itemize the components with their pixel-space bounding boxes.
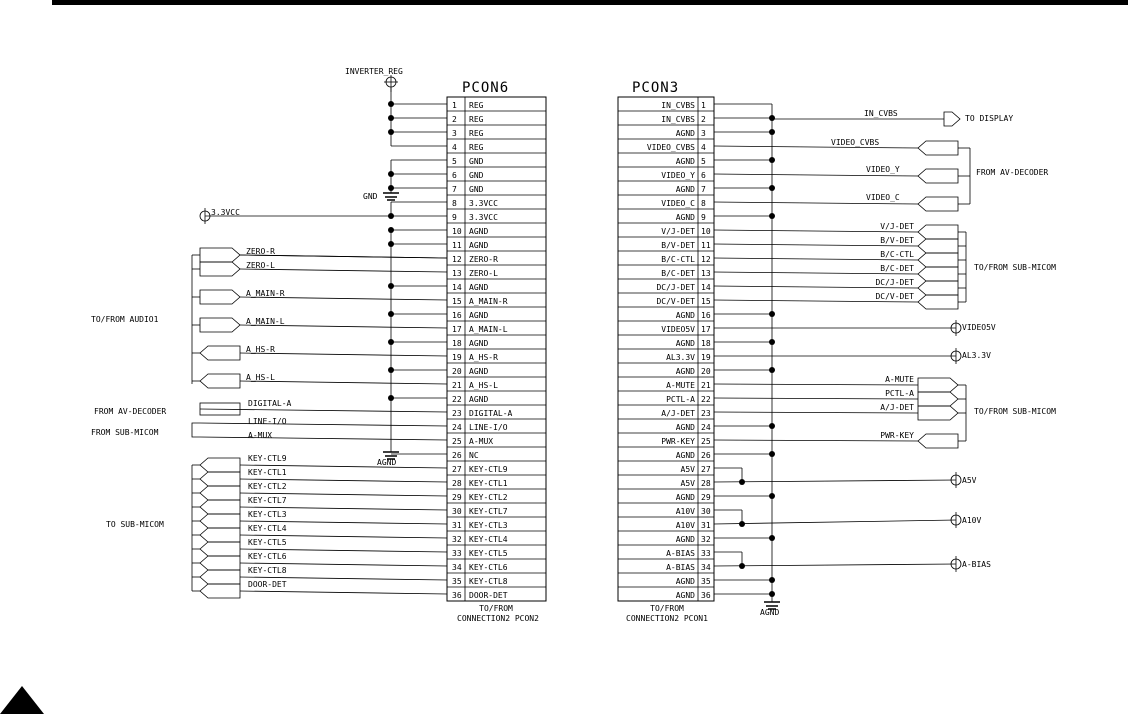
wire [240, 591, 447, 594]
pcon3-pin-name: AGND [675, 367, 695, 376]
junction-dot [388, 283, 394, 289]
pcon6-pin-name: KEY-CTL3 [469, 521, 508, 530]
pcon6-pin-number: 12 [452, 255, 462, 264]
det-signal-label: V/J-DET [880, 222, 914, 231]
video-cvbs-label: VIDEO_CVBS [831, 138, 880, 147]
wire [714, 384, 918, 385]
pcon6-pin-number: 32 [452, 535, 462, 544]
junction-dot [769, 451, 775, 457]
pcon3-pin-name: AGND [675, 129, 695, 138]
a10v-label: A10V [962, 516, 982, 525]
junction-dot [388, 311, 394, 317]
pcon3-pin-number: 11 [701, 241, 711, 250]
from-av-decoder-right-label: FROM AV-DECODER [976, 168, 1049, 177]
pcon6-pin-number: 19 [452, 353, 462, 362]
pcon3-pin-number: 1 [701, 101, 706, 110]
pcon6-pin-name: LINE-I/O [469, 423, 508, 432]
wire [200, 409, 447, 412]
pcon3-pin-number: 28 [701, 479, 711, 488]
pcon3-pin-number: 18 [701, 339, 711, 348]
pcon6-pin-number: 23 [452, 409, 462, 418]
pcon3-pin-name: DC/J-DET [656, 283, 695, 292]
inverter-reg-label: INVERTER_REG [345, 67, 403, 76]
pcon6-pin-name: ZERO-L [469, 269, 498, 278]
a-main-l-label: A_MAIN-L [246, 317, 285, 326]
signal-arrow-icon [200, 248, 240, 262]
pcon3-pin-name: A/J-DET [661, 409, 695, 418]
junction-dot [769, 423, 775, 429]
pcon3-pin-name: AGND [675, 535, 695, 544]
a-bias-label: A-BIAS [962, 560, 991, 569]
pcon3-pin-number: 30 [701, 507, 711, 516]
pcon6-pin-name: GND [469, 171, 484, 180]
pcon6-pin-number: 4 [452, 143, 457, 152]
signal-arrow-icon [918, 392, 958, 406]
pcon3-pin-name: A5V [680, 479, 695, 488]
signal-arrow-icon [918, 378, 958, 392]
junction-dot [769, 339, 775, 345]
junction-dot [388, 213, 394, 219]
pcon6-pin-name: REG [469, 143, 484, 152]
signal-arrow-icon [918, 141, 958, 155]
pcon6-pin-number: 2 [452, 115, 457, 124]
pcon3-pin-number: 21 [701, 381, 711, 390]
pcon6-pin-name: DOOR-DET [469, 591, 508, 600]
gnd-symbol-icon [383, 193, 399, 200]
pcon6-pin-number: 6 [452, 171, 457, 180]
key-signal-label: KEY-CTL8 [248, 566, 287, 575]
signal-arrow-icon [918, 239, 958, 253]
to-from-sub-micom-label-2: TO/FROM SUB-MICOM [974, 407, 1056, 416]
pcon3-pin-number: 2 [701, 115, 706, 124]
pcon3-pin-number: 26 [701, 451, 711, 460]
pcon3-pin-name: AGND [675, 451, 695, 460]
pcon6-pin-number: 33 [452, 549, 462, 558]
pcon6-footer-1: TO/FROM [479, 604, 513, 613]
pcon3-pin-name: B/V-DET [661, 241, 695, 250]
wire [714, 480, 956, 482]
junction-dot [769, 591, 775, 597]
pcon3-pin-name: A-BIAS [666, 549, 695, 558]
pcon6-pin-number: 20 [452, 367, 462, 376]
signal-arrow-icon [200, 374, 240, 388]
wire [714, 398, 918, 399]
junction-dot [388, 101, 394, 107]
wire [200, 437, 447, 440]
pcon6-pin-name: GND [469, 157, 484, 166]
pcon6-pin-name: KEY-CTL6 [469, 563, 508, 572]
pcon3-pin-number: 9 [701, 213, 706, 222]
pcon6-pin-number: 25 [452, 437, 462, 446]
pcon6-pin-number: 34 [452, 563, 462, 572]
al33v-label: AL3.3V [962, 351, 991, 360]
line-io-label: LINE-I/O [248, 417, 287, 426]
corner-triangle-icon [0, 686, 44, 714]
junction-dot [388, 129, 394, 135]
pcon3-pin-name: A5V [680, 465, 695, 474]
signal-arrow-icon [200, 556, 240, 570]
top-rule [52, 0, 1128, 5]
pcon6-pin-name: GND [469, 185, 484, 194]
pcon3-pin-name: DC/V-DET [656, 297, 695, 306]
pcon3-pin-number: 3 [701, 129, 706, 138]
det-signal-labels [875, 222, 914, 301]
pcon3-pin-number: 32 [701, 535, 711, 544]
signal-arrow-icon [200, 486, 240, 500]
junction-dot [769, 129, 775, 135]
symbols [200, 75, 961, 609]
in-cvbs-label: IN_CVBS [864, 109, 898, 118]
pcon6-pin-number: 13 [452, 269, 462, 278]
a-hs-r-label: A_HS-R [246, 345, 275, 354]
a5v-label: A5V [962, 476, 977, 485]
pcon6-pin-name: KEY-CTL9 [469, 465, 508, 474]
pcon6-pin-number: 17 [452, 325, 462, 334]
vcc-label: 3.3VCC [211, 208, 240, 217]
pcon3-pin-name: IN_CVBS [661, 101, 695, 110]
pcon6-pin-name: AGND [469, 339, 489, 348]
junction-dot [388, 339, 394, 345]
to-display-label: TO DISPLAY [965, 114, 1014, 123]
junction-dot [388, 227, 394, 233]
junction-dot [769, 115, 775, 121]
key-signal-label: KEY-CTL6 [248, 552, 287, 561]
pcon3-pin-name: B/C-DET [661, 269, 695, 278]
pcon6-pin-number: 22 [452, 395, 462, 404]
pcon6-pin-number: 10 [452, 227, 462, 236]
junction-dot [769, 311, 775, 317]
pcon3-pin-number: 16 [701, 311, 711, 320]
pcon6-pin-number: 21 [452, 381, 462, 390]
pcon6-pin-name: KEY-CTL1 [469, 479, 508, 488]
pcon6-pin-name: AGND [469, 367, 489, 376]
zero-r-label: ZERO-R [246, 247, 275, 256]
pcon6-pin-name: KEY-CTL4 [469, 535, 508, 544]
wire [714, 202, 918, 204]
pcon3-pin-name: VIDEO_Y [661, 171, 695, 180]
to-from-sub-micom-label-1: TO/FROM SUB-MICOM [974, 263, 1056, 272]
pcon6-pin-number: 3 [452, 129, 457, 138]
pcon6-pin-name: 3.3VCC [469, 213, 498, 222]
pcon6-title: PCON6 [462, 80, 510, 96]
signal-arrow-icon [918, 169, 958, 183]
pcon3-pin-name: A-BIAS [666, 563, 695, 572]
pcon6-pin-name: KEY-CTL8 [469, 577, 508, 586]
pcon6-pin-number: 5 [452, 157, 457, 166]
gnd-label: GND [363, 192, 378, 201]
signal-arrow-icon [918, 197, 958, 211]
pcon3-pin-number: 14 [701, 283, 711, 292]
pcon3-pin-name: VIDEO_C [661, 199, 695, 208]
pcon6-pin-number: 35 [452, 577, 462, 586]
wire [714, 412, 918, 413]
signal-arrow-icon [200, 290, 240, 304]
key-signal-label: KEY-CTL1 [248, 468, 287, 477]
wire [714, 520, 956, 524]
signal-arrow-icon [200, 570, 240, 584]
pcon3-pin-number: 10 [701, 227, 711, 236]
pcon3-pin-number: 8 [701, 199, 706, 208]
pcon3-pin-number: 7 [701, 185, 706, 194]
pcon3-pin-number: 15 [701, 297, 711, 306]
pcon6-pin-number: 1 [452, 101, 457, 110]
signal-arrow-icon [918, 267, 958, 281]
wire [714, 174, 918, 176]
wire [200, 423, 447, 426]
pcon6-pin-number: 18 [452, 339, 462, 348]
pcon3-pin-number: 36 [701, 591, 711, 600]
key-signal-label: KEY-CTL3 [248, 510, 287, 519]
wire [714, 440, 918, 441]
video5v-label: VIDEO5V [962, 323, 996, 332]
pcon3-pin-number: 5 [701, 157, 706, 166]
pcon6-pin-number: 28 [452, 479, 462, 488]
signal-arrow-icon [200, 528, 240, 542]
pcon3-pin-number: 6 [701, 171, 706, 180]
signal-arrow-icon [200, 584, 240, 598]
pcon3-pin-name: AGND [675, 493, 695, 502]
junction-dot [739, 521, 745, 527]
pcon3-pin-number: 4 [701, 143, 706, 152]
pcon3-pin-name: AGND [675, 577, 695, 586]
pcon3-pin-name: A-MUTE [666, 381, 695, 390]
pcon6-pin-name: KEY-CTL7 [469, 507, 508, 516]
pcon3-pin-name: A10V [675, 507, 695, 516]
digital-a-label: DIGITAL-A [248, 399, 292, 408]
pcon3-pin-name: AGND [675, 591, 695, 600]
signal-arrow-icon [918, 253, 958, 267]
pcon6-pin-number: 30 [452, 507, 462, 516]
a-hs-l-label: A_HS-L [246, 373, 275, 382]
junction-dot [388, 367, 394, 373]
pcon3-pin-name: AGND [675, 157, 695, 166]
key-signal-label: DOOR-DET [248, 580, 287, 589]
signal-arrow-icon [200, 514, 240, 528]
from-av-decoder-left-label: FROM AV-DECODER [94, 407, 167, 416]
pcon3-pin-number: 33 [701, 549, 711, 558]
pcon3-pin-name: AGND [675, 423, 695, 432]
pcon3-footer-1: TO/FROM [650, 604, 684, 613]
pcon3-pin-number: 27 [701, 465, 711, 474]
video-c-label: VIDEO_C [866, 193, 900, 202]
pcon6-pin-number: 14 [452, 283, 462, 292]
junction-dot [769, 367, 775, 373]
key-signal-label: KEY-CTL2 [248, 482, 287, 491]
pcon6-pin-number: 15 [452, 297, 462, 306]
junction-dot [388, 171, 394, 177]
pcon3-pin-number: 34 [701, 563, 711, 572]
pcon3-footer-2: CONNECTION2 PCON1 [626, 614, 708, 623]
signal-arrow-icon [918, 434, 958, 448]
det-signal-label: DC/J-DET [875, 278, 914, 287]
junction-dot [769, 535, 775, 541]
pcon6-pin-name: KEY-CTL2 [469, 493, 508, 502]
pcon6-pin-name: ZERO-R [469, 255, 498, 264]
pcon6-pin-name: AGND [469, 311, 489, 320]
from-sub-micom-label: FROM SUB-MICOM [91, 428, 159, 437]
mute-signal-label: PCTL-A [885, 389, 914, 398]
pcon3-title: PCON3 [632, 80, 680, 96]
pcon6-pin-name: A_HS-L [469, 381, 498, 390]
pcon3-pin-name: V/J-DET [661, 227, 695, 236]
pcon3-pin-name: VIDEO_CVBS [646, 143, 695, 152]
pcon3-pin-name: PWR-KEY [661, 437, 695, 446]
pcon6-pin-name: REG [469, 129, 484, 138]
det-signal-label: B/V-DET [880, 236, 914, 245]
pcon3-pin-number: 29 [701, 493, 711, 502]
signal-arrow-icon [918, 281, 958, 295]
pcon6-connector [447, 97, 546, 601]
signal-arrow-icon [200, 472, 240, 486]
pcon6-pin-number: 26 [452, 451, 462, 460]
pcon6-pin-name: NC [469, 451, 479, 460]
mute-signal-label: A/J-DET [880, 403, 914, 412]
key-signal-label: KEY-CTL9 [248, 454, 287, 463]
line-mux-bracket [192, 423, 200, 437]
key-signal-label: KEY-CTL5 [248, 538, 287, 547]
pcon6-pin-name: A_MAIN-R [469, 297, 508, 306]
pcon6-pin-name: AGND [469, 283, 489, 292]
signal-arrow-icon [200, 542, 240, 556]
signal-arrow-icon [918, 295, 958, 309]
pcon3-pin-number: 19 [701, 353, 711, 362]
pcon6-pin-name: A-MUX [469, 437, 494, 446]
agnd-label-right: AGND [760, 608, 780, 617]
junction-dot [388, 241, 394, 247]
pcon6-pin-name: REG [469, 101, 484, 110]
junction-dot [739, 479, 745, 485]
pcon3-pin-name: AGND [675, 213, 695, 222]
pcon3-pin-number: 12 [701, 255, 711, 264]
pcon3-connector [618, 97, 714, 601]
key-signal-label: KEY-CTL7 [248, 496, 287, 505]
to-from-audio1-label: TO/FROM AUDIO1 [91, 315, 159, 324]
signal-arrow-icon [200, 500, 240, 514]
pcon6-pin-name: AGND [469, 395, 489, 404]
pcon6-pin-number: 7 [452, 185, 457, 194]
pcon3-pin-name: B/C-CTL [661, 255, 695, 264]
pcon3-pin-number: 25 [701, 437, 711, 446]
a-mux-label: A-MUX [248, 431, 273, 440]
pcon6-pin-name: REG [469, 115, 484, 124]
video-y-label: VIDEO_Y [866, 165, 900, 174]
pcon6-pin-number: 8 [452, 199, 457, 208]
junction-dot [769, 493, 775, 499]
pcon3-pin-name: AGND [675, 339, 695, 348]
pcon6-pin-number: 31 [452, 521, 462, 530]
pcon3-pin-name: AL3.3V [666, 353, 695, 362]
pcon6-pin-name: 3.3VCC [469, 199, 498, 208]
pcon3-pin-name: A10V [675, 521, 695, 530]
pcon3-pin-number: 31 [701, 521, 711, 530]
pcon6-pin-number: 29 [452, 493, 462, 502]
pcon3-pin-number: 23 [701, 409, 711, 418]
det-signal-label: DC/V-DET [875, 292, 914, 301]
pcon6-pin-number: 36 [452, 591, 462, 600]
mute-signal-label: PWR-KEY [880, 431, 914, 440]
pcon3-pin-name: VIDEO5V [661, 325, 695, 334]
wire [714, 146, 918, 148]
signal-arrow-icon [200, 346, 240, 360]
pcon6-pin-number: 27 [452, 465, 462, 474]
pcon6-pin-number: 9 [452, 213, 457, 222]
signal-arrow-icon [200, 458, 240, 472]
mute-signal-label: A-MUTE [885, 375, 914, 384]
pcon6-footer-2: CONNECTION2 PCON2 [457, 614, 539, 623]
junction-dot [388, 115, 394, 121]
pcon6-pin-number: 11 [452, 241, 462, 250]
junction-dot [739, 563, 745, 569]
pcon6-pin-name: DIGITAL-A [469, 409, 513, 418]
pcon3-pin-name: PCTL-A [666, 395, 695, 404]
pcon6-pin-name: A_HS-R [469, 353, 498, 362]
junction-dot [769, 157, 775, 163]
pcon6-pin-name: KEY-CTL5 [469, 549, 508, 558]
to-sub-micom-label: TO SUB-MICOM [106, 520, 164, 529]
signal-arrow-icon [200, 318, 240, 332]
a-main-r-label: A_MAIN-R [246, 289, 285, 298]
det-signal-label: B/C-CTL [880, 250, 914, 259]
pcon3-pin-number: 20 [701, 367, 711, 376]
pcon3-pin-name: IN_CVBS [661, 115, 695, 124]
wiring [192, 88, 970, 602]
pcon6-pin-name: AGND [469, 227, 489, 236]
junction-dot [769, 213, 775, 219]
junction-dot [769, 185, 775, 191]
junction-dot [388, 395, 394, 401]
signal-arrow-icon [918, 406, 958, 420]
key-signal-label: KEY-CTL4 [248, 524, 287, 533]
signal-arrow-icon [200, 262, 240, 276]
agnd-label-left: AGND [377, 458, 397, 467]
pcon6-pin-number: 24 [452, 423, 462, 432]
pcon3-pin-number: 22 [701, 395, 711, 404]
pcon3-pin-number: 35 [701, 577, 711, 586]
pcon3-pin-name: AGND [675, 185, 695, 194]
pcon3-pin-name: AGND [675, 311, 695, 320]
pcon6-pin-number: 16 [452, 311, 462, 320]
signal-arrow-icon [918, 225, 958, 239]
det-signal-label: B/C-DET [880, 264, 914, 273]
pcon3-pin-number: 13 [701, 269, 711, 278]
pcon6-pin-name: A_MAIN-L [469, 325, 508, 334]
zero-l-label: ZERO-L [246, 261, 275, 270]
junction-dot [769, 577, 775, 583]
pcon6-pin-name: AGND [469, 241, 489, 250]
to-display-arrow-icon [944, 112, 960, 126]
pcon3-pin-number: 17 [701, 325, 711, 334]
pcon3-pin-number: 24 [701, 423, 711, 432]
junction-dot [388, 185, 394, 191]
wire [714, 564, 956, 566]
